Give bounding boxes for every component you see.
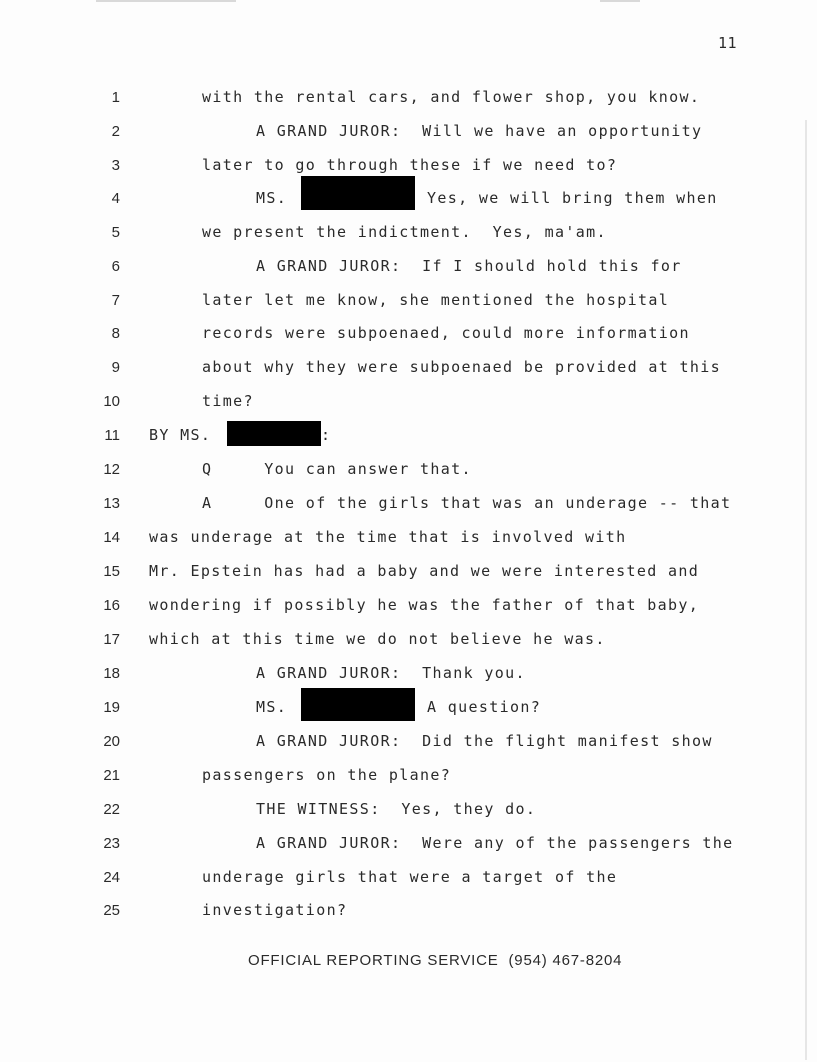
line-text: :	[321, 426, 332, 444]
line-text: wondering if possibly he was the father of that baby,	[149, 596, 700, 614]
line-text: A GRAND JUROR: Were any of the passengers the	[256, 834, 734, 852]
line-text: MS.	[256, 189, 288, 207]
transcript-line	[0, 594, 817, 618]
transcript-line	[0, 356, 817, 380]
line-text: Mr. Epstein has had a baby and we were interested and	[149, 562, 700, 580]
line-text: records were subpoenaed, could more information	[202, 324, 690, 342]
line-number: 9	[111, 359, 120, 376]
transcript-line	[0, 696, 817, 720]
line-text: A GRAND JUROR: Did the flight manifest show	[256, 732, 713, 750]
line-text: later to go through these if we need to?	[202, 156, 618, 174]
transcript-line	[0, 866, 817, 890]
page-footer: OFFICIAL REPORTING SERVICE (954) 467-8204	[248, 952, 623, 969]
line-text: A GRAND JUROR: If I should hold this for	[256, 257, 682, 275]
line-number: 6	[111, 258, 120, 275]
transcript-line	[0, 458, 817, 482]
page-number: 11	[718, 34, 738, 52]
line-number: 7	[111, 292, 120, 309]
transcript-line	[0, 832, 817, 856]
line-text: BY MS.	[149, 426, 212, 444]
transcript-line	[0, 255, 817, 279]
line-number: 21	[103, 767, 120, 784]
line-text: underage girls that were a target of the	[202, 868, 618, 886]
redaction-box	[301, 688, 415, 721]
line-text: later let me know, she mentioned the hospital	[202, 291, 670, 309]
line-text: about why they were subpoenaed be provided at this	[202, 358, 722, 376]
transcript-line	[0, 187, 817, 211]
line-number: 5	[111, 224, 120, 241]
line-text: investigation?	[202, 901, 348, 919]
transcript-line	[0, 154, 817, 178]
line-text: Yes, we will bring them when	[427, 189, 718, 207]
transcript-line	[0, 662, 817, 686]
line-number: 1	[111, 89, 120, 106]
line-number: 13	[103, 495, 120, 512]
scan-artifact	[96, 0, 236, 2]
line-number: 12	[103, 461, 120, 478]
transcript-line	[0, 560, 817, 584]
transcript-line	[0, 492, 817, 516]
line-text: time?	[202, 392, 254, 410]
line-number: 14	[103, 529, 120, 546]
line-text: A GRAND JUROR: Will we have an opportunity	[256, 122, 703, 140]
transcript-line	[0, 526, 817, 550]
transcript-line	[0, 628, 817, 652]
line-number: 24	[103, 869, 120, 886]
transcript-line	[0, 221, 817, 245]
line-number: 25	[103, 902, 120, 919]
line-text: with the rental cars, and flower shop, you know.	[202, 88, 701, 106]
line-text: passengers on the plane?	[202, 766, 452, 784]
transcript-line	[0, 730, 817, 754]
line-text: we present the indictment. Yes, ma'am.	[202, 223, 607, 241]
line-text: A GRAND JUROR: Thank you.	[256, 664, 526, 682]
line-text: MS.	[256, 698, 288, 716]
transcript-line	[0, 86, 817, 110]
line-text: A question?	[427, 698, 542, 716]
transcript-line	[0, 424, 817, 448]
line-text: which at this time we do not believe he was.	[149, 630, 606, 648]
line-number: 23	[103, 835, 120, 852]
line-text: Q You can answer that.	[202, 460, 472, 478]
line-text: was underage at the time that is involved with	[149, 528, 627, 546]
transcript-line	[0, 798, 817, 822]
line-number: 18	[103, 665, 120, 682]
redaction-box	[301, 176, 415, 210]
line-number: 2	[111, 123, 120, 140]
line-number: 8	[111, 325, 120, 342]
redaction-box	[227, 421, 321, 446]
line-number: 15	[103, 563, 120, 580]
line-text: A One of the girls that was an underage -- that	[202, 494, 732, 512]
line-number: 3	[111, 157, 120, 174]
transcript-line	[0, 322, 817, 346]
line-number: 22	[103, 801, 120, 818]
transcript-line	[0, 390, 817, 414]
transcript-line	[0, 289, 817, 313]
line-number: 4	[111, 190, 120, 207]
line-number: 19	[103, 699, 120, 716]
transcript-line	[0, 764, 817, 788]
line-text: THE WITNESS: Yes, they do.	[256, 800, 537, 818]
scan-artifact	[600, 0, 640, 2]
line-number: 16	[103, 597, 120, 614]
line-number: 11	[104, 427, 120, 444]
line-number: 20	[103, 733, 120, 750]
transcript-line	[0, 899, 817, 923]
line-number: 17	[103, 631, 120, 648]
transcript-line	[0, 120, 817, 144]
line-number: 10	[103, 393, 120, 410]
